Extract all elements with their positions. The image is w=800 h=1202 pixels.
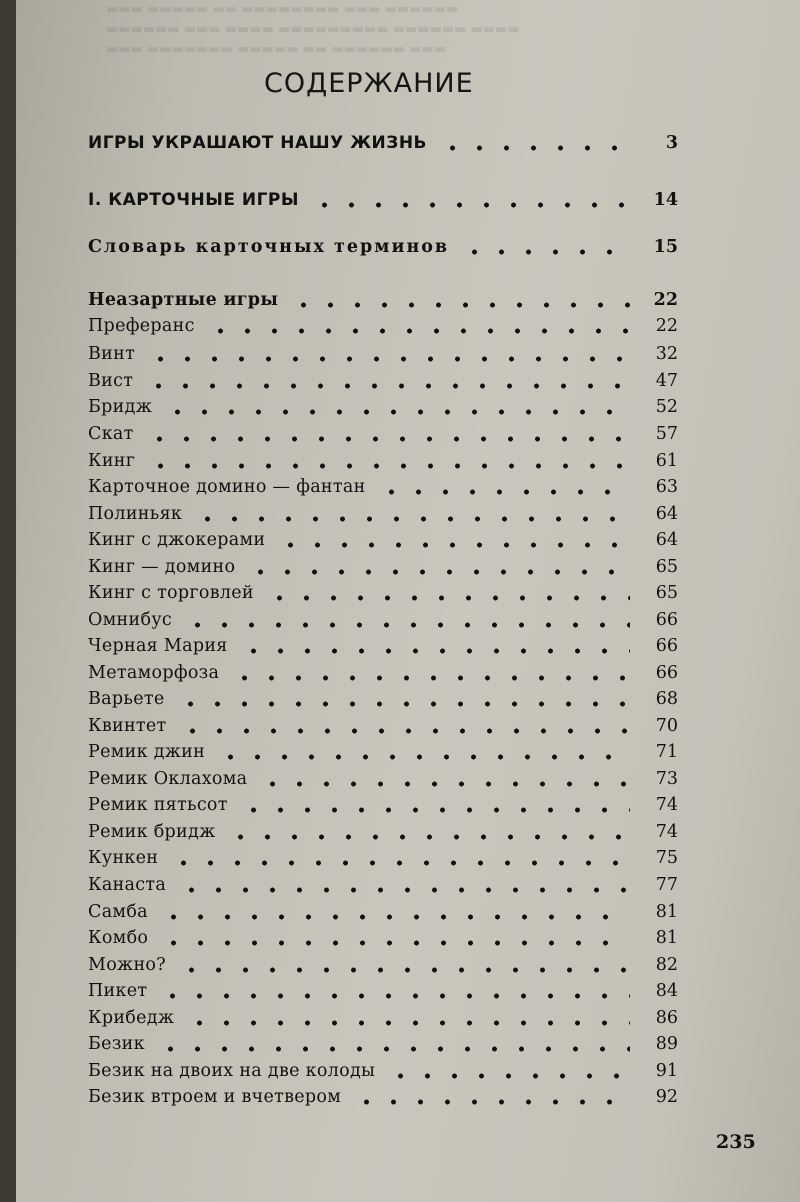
dot-leader <box>461 247 630 257</box>
toc-entry-label: Карточное домино — фантан <box>88 477 366 497</box>
toc-section-page: 3 <box>665 133 678 153</box>
toc-entry-row <box>88 313 678 339</box>
dot-leader <box>164 407 630 417</box>
toc-section-label: I. КАРТОЧНЫЕ ИГРЫ <box>88 190 300 210</box>
toc-entry-row <box>88 660 678 686</box>
toc-entry-page: 64 <box>655 530 678 550</box>
toc-entry-label: Ремик Оклахома <box>88 769 248 789</box>
dot-leader <box>240 646 630 656</box>
toc-entry-page: 91 <box>655 1061 678 1081</box>
toc-section-page: 15 <box>653 237 678 257</box>
toc-entry-row <box>88 580 678 606</box>
toc-entry-label: Канаста <box>88 875 167 895</box>
toc-entry-page: 77 <box>655 875 678 895</box>
toc-entry-page: 66 <box>655 610 678 630</box>
toc-entry-label: Ремик джин <box>88 742 206 762</box>
toc-section-row <box>88 234 678 260</box>
toc-section-label: ИГРЫ УКРАШАЮТ НАШУ ЖИЗНЬ <box>88 133 428 153</box>
toc-section-page: 14 <box>653 190 678 210</box>
toc-entry-row <box>88 1031 678 1057</box>
toc-entry-page: 84 <box>655 981 678 1001</box>
dot-leader <box>217 752 630 762</box>
toc-entry-row <box>88 792 678 818</box>
dot-leader <box>247 567 630 577</box>
toc-entry-label: Самба <box>88 902 148 922</box>
toc-entry-row <box>88 872 678 898</box>
toc-entry-row <box>88 978 678 1004</box>
toc-entry-page: 81 <box>655 928 678 948</box>
toc-entry-label: Кинг с торговлей <box>88 583 254 603</box>
dot-leader <box>277 540 630 550</box>
toc-entry-page: 81 <box>655 902 678 922</box>
toc-entry-label: Безик втроем и вчетвером <box>88 1087 342 1107</box>
toc-entry-page: 71 <box>655 742 678 762</box>
dot-leader <box>378 487 630 497</box>
toc-entry-row <box>88 527 678 553</box>
dot-leader <box>157 1044 630 1054</box>
bleed-through-text: ▬▬▬ ▬▬▬▬▬ ▬▬ ▬▬▬▬▬▬▬▬ ▬▬▬ ▬▬▬▬▬▬ ▬▬▬▬▬▬ ▬▬▬ ▬▬▬▬ ▬▬▬▬▬▬▬▬▬ ▬▬▬▬▬▬ ▬▬▬▬ ▬▬▬ ▬▬▬▬▬▬▬ ▬▬▬▬▬ ▬▬ ▬▬▬▬▬▬ ▬▬▬ <box>106 2 520 57</box>
toc-entry-label: Ремик пятьсот <box>88 795 228 815</box>
toc-entry-row <box>88 819 678 845</box>
toc-section-row <box>88 187 678 213</box>
dot-leader <box>290 300 630 310</box>
toc-entry-label: Комбо <box>88 928 149 948</box>
toc-entry-label: Безик на двоих на две колоды <box>88 1061 376 1081</box>
toc-entry-label: Квинтет <box>88 716 167 736</box>
toc-entry-page: 32 <box>655 344 678 364</box>
toc-entry-page: 47 <box>655 371 678 391</box>
dot-leader <box>178 885 630 895</box>
toc-entry-page: 89 <box>655 1034 678 1054</box>
page-number: 235 <box>716 1131 756 1153</box>
toc-entry-page: 66 <box>655 636 678 656</box>
toc-entry-row <box>88 1005 678 1031</box>
toc-entry-label: Варьете <box>88 689 165 709</box>
toc-entry-row <box>88 925 678 951</box>
toc-entry-page: 61 <box>655 451 678 471</box>
dot-leader <box>160 938 630 948</box>
toc-entry-page: 74 <box>655 822 678 842</box>
dot-leader <box>179 726 630 736</box>
toc-entry-row <box>88 474 678 500</box>
toc-entry-row <box>88 952 678 978</box>
toc-entry-label: Омнибус <box>88 610 173 630</box>
dot-leader <box>186 1018 630 1028</box>
toc-entry-page: 63 <box>655 477 678 497</box>
toc-entry-page: 65 <box>655 557 678 577</box>
toc-entry-page: 66 <box>655 663 678 683</box>
toc-entry-page: 74 <box>655 795 678 815</box>
toc-entry-label: Безик <box>88 1034 145 1054</box>
toc-entry-row <box>88 1058 678 1084</box>
dot-leader <box>145 381 630 391</box>
toc-entry-label: Вист <box>88 371 134 391</box>
dot-leader <box>259 779 630 789</box>
dot-leader <box>184 620 630 630</box>
dot-leader <box>177 699 630 709</box>
toc-entry-page: 65 <box>655 583 678 603</box>
toc-entry-page: 52 <box>655 397 678 417</box>
toc-entry-row <box>88 899 678 925</box>
page-title: СОДЕРЖАНИЕ <box>264 68 474 99</box>
dot-leader <box>146 434 630 444</box>
toc-entry-row <box>88 554 678 580</box>
toc-entry-page: 22 <box>653 290 678 310</box>
dot-leader <box>387 1071 630 1081</box>
toc-entry-row <box>88 501 678 527</box>
toc-entry-label: Винт <box>88 344 136 364</box>
dot-leader <box>353 1097 630 1107</box>
dot-leader <box>266 593 630 603</box>
dot-leader <box>194 514 630 524</box>
toc-entry-row <box>88 341 678 367</box>
toc-entry-page: 73 <box>655 769 678 789</box>
toc-entry-label: Пикет <box>88 981 148 1001</box>
toc-entry-page: 75 <box>655 848 678 868</box>
toc-entry-row <box>88 394 678 420</box>
dot-leader <box>170 858 630 868</box>
toc-entry-page: 82 <box>655 955 678 975</box>
dot-leader <box>178 965 630 975</box>
toc-entry-label: Кинг <box>88 451 136 471</box>
toc-entry-label: Кинг — домино <box>88 557 236 577</box>
dot-leader <box>231 673 630 683</box>
toc-entry-page: 92 <box>655 1087 678 1107</box>
toc-entry-row <box>88 607 678 633</box>
toc-entry-label: Кинг с джокерами <box>88 530 266 550</box>
dot-leader <box>227 832 630 842</box>
toc-entry-label: Можно? <box>88 955 166 975</box>
toc-entry-label: Неазартные игры <box>88 290 279 310</box>
toc-section-row <box>88 130 678 156</box>
toc-entry-row <box>88 368 678 394</box>
dot-leader <box>240 805 630 815</box>
toc-entry-page: 70 <box>655 716 678 736</box>
toc-entry-row <box>88 448 678 474</box>
toc-entry-label: Кункен <box>88 848 159 868</box>
dot-leader <box>160 912 630 922</box>
toc-entry-page: 68 <box>655 689 678 709</box>
toc-entry-label: Метаморфоза <box>88 663 220 683</box>
dot-leader <box>147 461 630 471</box>
toc-entry-page: 22 <box>655 316 678 336</box>
toc-entry-row <box>88 287 678 313</box>
toc-entry-row <box>88 713 678 739</box>
toc-entry-label: Бридж <box>88 397 153 417</box>
toc-entry-page: 57 <box>655 424 678 444</box>
dot-leader <box>147 354 630 364</box>
toc-entry-row <box>88 1084 678 1110</box>
dot-leader <box>439 143 630 153</box>
toc-entry-label: Полиньяк <box>88 504 183 524</box>
toc-entry-row <box>88 766 678 792</box>
toc-entry-row <box>88 739 678 765</box>
book-page <box>16 0 800 1202</box>
toc-entry-row <box>88 686 678 712</box>
toc-entry-page: 86 <box>655 1008 678 1028</box>
toc-entry-row <box>88 421 678 447</box>
toc-entry-row <box>88 845 678 871</box>
dot-leader <box>207 326 630 336</box>
toc-entry-label: Ремик бридж <box>88 822 216 842</box>
toc-entry-row <box>88 633 678 659</box>
toc-entry-label: Преферанс <box>88 316 195 336</box>
toc-entry-label: Скат <box>88 424 134 444</box>
toc-entry-label: Крибедж <box>88 1008 175 1028</box>
dot-leader <box>159 991 630 1001</box>
dot-leader <box>311 200 630 210</box>
toc-section-label: Словарь карточных терминов <box>88 237 450 257</box>
toc-entry-page: 64 <box>655 504 678 524</box>
toc-entry-label: Черная Мария <box>88 636 228 656</box>
